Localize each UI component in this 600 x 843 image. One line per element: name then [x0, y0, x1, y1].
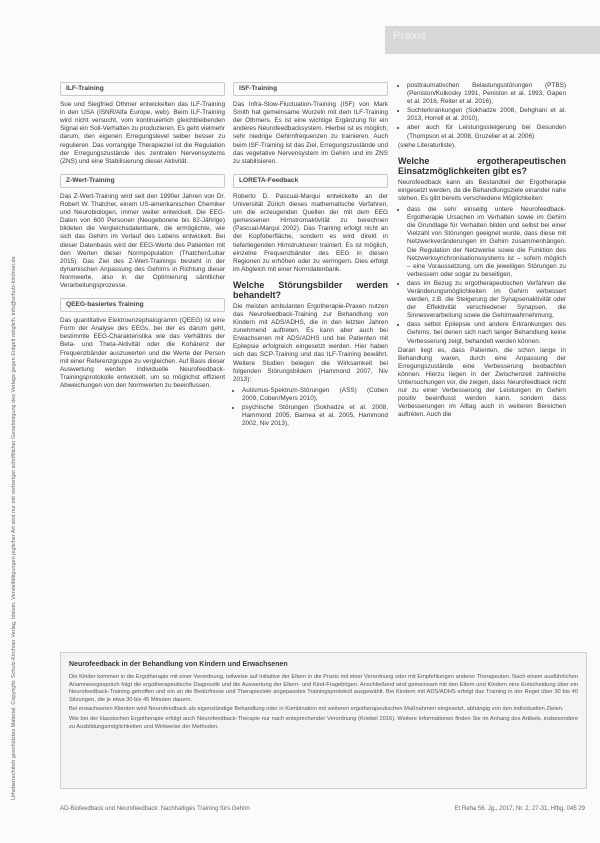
heading-ilf-training: ILF-Training	[60, 82, 225, 96]
paragraph: Die meisten ambulanten Ergotherapie-Praxen nutzen das Neurofeedback-Training zur Behandlung von Kindern mit ADS/ADHS, die in den letzten Jahren zunehmend auftreten. Es kann aber auch bei Erwachsenen mit ADS/ADHS und bei Patienten mit Epilepsie erfolgreich eingesetzt werden. Hier haben sich das SCP-Training und das ILF-Training bewährt. Weitere Studien belegen die Wirksamkeit bei folgenden Störungsbildern (Hammond 2007, Niv 2013):	[233, 302, 388, 383]
bullet-list	[398, 206, 566, 346]
list-item: • Suchterkrankungen (Sokhadze 2008, Dehghani et al. 2013, Horrell et al. 2010),	[407, 107, 566, 123]
list-item: • dass selbst Epilepsie und andere Erkrankungen des Gehirns, bei denen sich nach langer Behandlung keine Verbesserung zeigt, behandelt werden können.	[407, 321, 566, 345]
list-item: • psychische Störungen (Sokhadze et al. 2008, Hammond 2005, Barnea et al. 2005, Hammond 2002, Niv 2013),	[242, 404, 388, 428]
heading-loreta-feedback: LORETA-Feedback	[233, 174, 388, 188]
list-item: • posttraumatischen Belastungsstörungen (PTBS) (Peniston/Kulkosky 1991, Peniston et al. 1993, Gapen et al. 2016, Reiter et al. 2016),	[407, 82, 566, 106]
list-item: • dass die sehr einseitig untere Neurofeedback-Ergotherapie Ursachen im Verhalten sowie im Gehirn die Grundlage für Verhalten bilden und selbst bei einer Vielzahl von Störungen geeignet wurde, dass diese mit Netzwerkveränderungen im Gehirn zusammenhängen. Die Regulation der Netzwerke sowie die Funktion des Netzwerksynchronisationssystems ist – sofern möglich – eine Voraussetzung, um die jeweiligen Störungen zu verbessern oder sogar zu beseitigen,	[407, 206, 566, 279]
heading-isf-training: ISF-Training	[233, 82, 388, 96]
info-box-paragraph: Bei erwachsenen Klienten wird Neurofeedback als eigenständige Behandlung oder in Kombination mit weiteren ergotherapeutischen Maßnahmen eingesetzt, abhängig von den individuellen Zielen.	[69, 706, 564, 713]
section-heading-stoerungsbilder: Welche Störungsbilder werden behandelt?	[233, 279, 388, 300]
section-heading-einsatzmoeglichkeiten: Welche ergotherapeutischen Einsatzmöglichkeiten gibt es?	[398, 155, 566, 176]
paragraph: Das quantitative Elektroenzephalogramm (QEEG) ist eine Form der Analyse des EEGs, bei der es darum geht, bestimmte EEG-Charakteristika wie das Verhältnis der Beta- und Theta-Aktivität oder die Kohärenz der Frequenzbänder auszuwerten und die Werte der Person mit einer Referenzgruppe zu vergleichen. Auf Basis dieser Auswertung werden individuelle Neurofeedback-Trainingsprotokolle entwickelt, um so möglichst effizient Abweichungen von den Normwerten zu beeinflussen.	[60, 317, 225, 389]
column-1	[60, 82, 225, 393]
list-item: • Autismus-Spektrum-Störungen (ASS) (Coben 2009, Coben/Myers 2010),	[242, 387, 388, 403]
paragraph: Daran liegt es, dass Patienten, die schon lange in Behandlung waren, durch eine Anpassung der Erregungszustände eine Verbesserung beobachten können. Hierzu liegen in der Zwischenzeit zahlreiche Untersuchungen vor, die zeigen, dass Neurofeedback nicht nur zu einer Verbesserung der Leistungen im Gehirn positiv beeinflusst werden kann, sondern dass Verbesserungen im Alltag auch in weiteren Bereichen auftreten. Auch die	[398, 346, 566, 419]
section-header-label: Praxis	[393, 30, 427, 42]
footer-right-text: Et Reha 56. Jg., 2017, Nr. 2, 27-31, Hfbg. 045 29	[454, 806, 585, 812]
section-header-bar	[385, 26, 600, 54]
heading-qeeg-training: QEEG-basiertes Training	[60, 298, 225, 312]
footer-left-text: AD-Biofeedback und Neurofeedback: Nachhaltiges Training fürs Gehirn	[60, 806, 250, 812]
copyright-side-note	[3, 30, 17, 810]
paragraph: Sue und Siegfried Othmer entwickelten das ILF-Training in den USA (ISNR/Alfa Europe, web). Beim ILF-Training wird nicht versucht, vom kontinuierlich gleichbleibenden Signal ein Soll-Verhalten zu produzieren. Es geht vielmehr darum, den eigenen Erregungslevel selber besser zu regulieren. Das vorrangige Therapieziel ist die Regulation der Erregungszustände des zentralen Nervensystems (ZNS) und eine Stabilisierung dieser Aktivität.	[60, 101, 225, 165]
paragraph: Das Z-Wert-Training wird seit den 1990er Jahren von Dr. Robert W. Thatcher, einem US-amerikanischen Chemiker und Neurobiologen, immer weiter entwickelt. Die EEG-Daten von 600 Personen (Neugeborene bis 82-Jährige) bildeten die Vergleichsdatenbank, die ermöglichte, wie sich das Gehirn im Verlauf des Lebens entwickelt. Bei dieser Datenbasis wird der EEG-Werte des Patienten mit den Werten dieser Normpopulation (Thatcher/Lubar 2015). Das Ziel des Z-Wert-Trainings besteht in der dynamischen Anpassung des Gehirns in Richtung dieser Normwerte, also in der Optimierung sämtlicher Verarbeitungsprozesse.	[60, 192, 225, 289]
info-box-paragraph: Die Kinder kommen in die Ergotherapie mit einer Verordnung, teilweise auf Initiative der Eltern in die Praxis mit einer Verordnung oder mit Empfehlungen anderer Therapeuten. Nach einem ausführlichen Anamnesegespräch folgt die ergotherapeutische Diagnostik und die Auswertung der Eltern- und Kind-Fragebögen. Anschließend wird gemeinsam mit den Eltern und Kindern eine Entscheidung über ein Neurofeedback-Training getroffen und ein an die Bedürfnisse und Therapieziele angepasstes Trainingsprotokoll ausgewählt. Bei Kindern mit ADS/ADHS erfolgt das Training in der Regel über 30 bis 40 Sitzungen, die je etwa 30 bis 45 Minuten dauern.	[69, 674, 578, 703]
info-box-title: Neurofeedback in der Behandlung von Kindern und Erwachsenen	[69, 661, 288, 668]
info-box	[60, 652, 587, 789]
bullet-list	[398, 82, 566, 141]
paragraph: (siehe Literaturliste).	[398, 141, 456, 149]
heading-z-wert-training: Z-Wert-Training	[60, 174, 225, 188]
list-item: • dass im Bezug zu ergotherapeutischen Verfahren die Veränderungsmöglichkeiten im Gehirn verbessert werden, z.B. die Steigerung der Synapsenaktivität oder der Effektivität verschiedener Synapsen, die Sinnesverarbeitung sowie die Gehirnwahrnehmung,	[407, 280, 566, 320]
paragraph: Neurofeedback kann als Bestandteil der Ergotherapie eingesetzt werden, da die Behandlungsziele einander nahe stehen. Es gibt bereits verschiedene Möglichkeiten:	[398, 178, 566, 202]
list-item: • aber auch für Leistungssteigerung bei Gesunden (Thompson et al. 2008, Gruzelier et al. 2006)	[407, 124, 566, 140]
bullet-list	[233, 387, 388, 428]
column-3	[398, 82, 566, 422]
paragraph: Roberto D. Pascual-Marqui entwickelte an der Universität Zürich dieses mathematische Verfahren, um die erzeugenden Quellen der mit dem EEG gemessenen Hirnstromaktivität zu berechnen (Pascual-Marqui 2002). Das Training erfolgt nicht an der Kopfoberfläche, sondern es wird direkt in tieferliegenden Hirnstrukturen trainiert. Es ist möglich, einzelne Frequenzbänder des EEG in diesen Regionen zu erhöhen oder zu verringern. Dies erfolgt im Abgleich mit einer Normdatenbank.	[233, 192, 388, 273]
column-2	[233, 82, 388, 429]
info-box-paragraph: Wie bei der klassischen Ergotherapie erfolgt auch Neurofeedback-Therapie nur nach entsprechender Verordnung (Kriebel 2016). Weitere Informationen finden Sie im Anhang des Artikels, insbesondere zu Ausbildungsmöglichkeiten und Wirkweise der Methoden.	[69, 715, 578, 730]
paragraph: Das Infra-Slow-Fluctuation-Training (ISF) von Mark Smith hat gemeinsame Wurzeln mit dem ILF-Training der Othmers. Es ist eine wichtige Ergänzung für ein anderes Neurofeedbacksystem. Hierbei ist es möglich, sehr niedrige Gehirnfrequenzen zu trainieren. Auch beim ISF-Training ist das Ziel, Erregungszustände und das vegetative Nervensystem im Gehirn und im ZNS zu stabilisieren.	[233, 101, 388, 165]
copyright-side-note-text: Urheberrechtlich geschütztes Material. Copyright: Schulz-Kirchner Verlag, Idstein. Vervielfältigungen jeglicher Art sind nur mit vorheriger schriftlicher Genehmigung des Verlags gegen Entgelt möglich. info@schulz-kirchner.de	[11, 256, 17, 800]
